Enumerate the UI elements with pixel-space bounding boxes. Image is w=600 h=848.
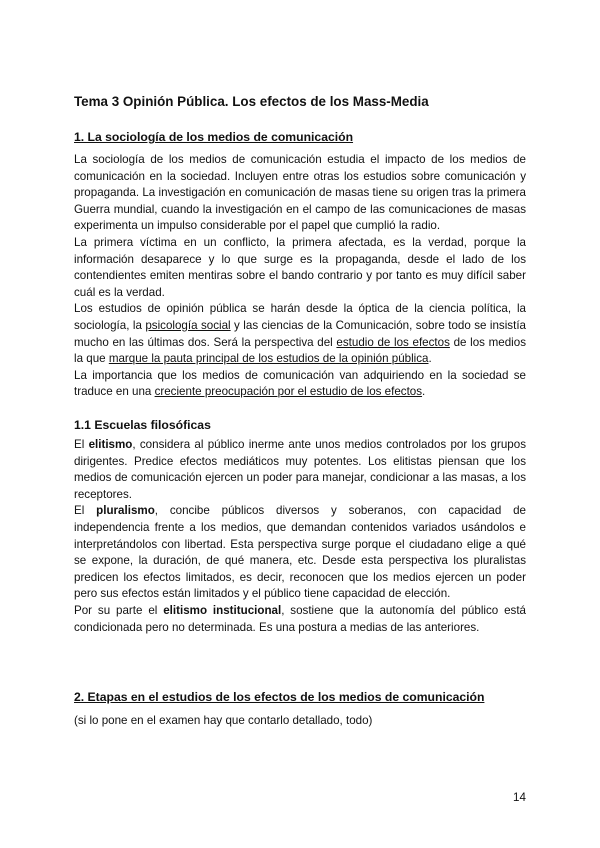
section-1-1-paragraph-3 bbox=[74, 603, 526, 636]
paragraph-text: El bbox=[74, 504, 97, 518]
underlined-phrase-creciente-preocupacion: creciente preocupación por el estudio de los efectos bbox=[154, 385, 423, 399]
section-1-paragraph-1: La sociología de los medios de comunicación estudia el impacto de los medios de comunicación en la sociedad. Incluyen entre otras los estudios sobre comunicación y propaganda. La investigación en comunicación de masas tiene su origen tras la primera Guerra mundial, cuando la investigación en el campo de las comunicaciones de masas experimenta un impulso considerable por el papel que cumplió la radio. bbox=[74, 153, 526, 233]
paragraph-text: y las ciencias de la Comunicación, sobre todo se insistía mucho en las últimas dos. Será la perspectiva del bbox=[74, 318, 526, 349]
paragraph-text: Los estudios de opinión pública se harán desde la óptica de la ciencia política, la sociología, la bbox=[74, 302, 526, 332]
section-1-paragraph-4 bbox=[74, 368, 526, 401]
paragraph-text: . bbox=[422, 385, 426, 399]
bold-term-pluralismo: pluralismo bbox=[96, 504, 155, 518]
section-1-1-paragraph-1 bbox=[74, 437, 526, 503]
section-1-1-body bbox=[74, 437, 526, 636]
section-1-paragraph-3 bbox=[74, 301, 526, 367]
section-1-body bbox=[74, 152, 526, 401]
paragraph-text: El bbox=[74, 438, 89, 451]
paragraph-text: Por su parte el bbox=[74, 603, 164, 617]
section-1-1-paragraph-2 bbox=[74, 503, 526, 603]
paragraph-text: , concibe públicos diversos y soberanos, con capacidad de independencia frente a los medios, que demandan contenidos variados usándolos e interpretándolos con libertad. Esta perspectiva surge porque el ciudadano elige a qué se expone, la duración, de qué manera, etc. Desde esta perspectiva los pluralistas predicen los efectos limitados, es decir, reconocen que los medios ejercen un poder pero sus efectos están limitados y el público tiene capacidad de elección. bbox=[74, 504, 527, 601]
paragraph-text: . bbox=[428, 352, 432, 366]
section-1-heading: 1. La sociología de los medios de comunicación bbox=[74, 130, 354, 144]
underlined-phrase-psicologia-social: psicología social bbox=[145, 318, 231, 332]
underlined-phrase-estudio-efectos: estudio de los efectos bbox=[336, 335, 450, 349]
section-1-paragraph-2: La primera víctima en un conflicto, la primera afectada, es la verdad, porque la información desaparece y lo que surge es la propaganda, desde el lado de los contendientes emiten mentiras sobre el bando contrario y por tanto es muy difícil saber cuál es la verdad. bbox=[74, 235, 526, 299]
bold-term-elitismo: elitismo bbox=[88, 438, 133, 451]
paragraph-text: de los medios la que bbox=[74, 335, 526, 366]
paragraph-text: , considera al público inerme ante unos medios controlados por los grupos dirigentes. Predice efectos mediáticos muy potentes. Los elitistas piensan que los medios de comunicación ejercen un poder para manejar, condicionar a las masas, a los receptores. bbox=[74, 438, 527, 501]
document-title: Tema 3 Opinión Pública. Los efectos de los Mass-Media bbox=[74, 94, 429, 109]
bold-term-elitismo-institucional: elitismo institucional bbox=[163, 603, 282, 617]
page-number: 14 bbox=[513, 791, 526, 804]
paragraph-text: , sostiene que la autonomía del público está condicionada pero no determinada. Es una postura a medias de las anteriores. bbox=[74, 603, 527, 634]
section-1-1-heading: 1.1 Escuelas filosóficas bbox=[74, 418, 211, 432]
section-2-note: (si lo pone en el examen hay que contarlo detallado, todo) bbox=[74, 714, 373, 727]
section-2-heading: 2. Etapas en el estudios de los efectos de los medios de comunicación bbox=[74, 690, 485, 704]
underlined-phrase-pauta-principal: marque la pauta principal de los estudios de la opinión pública bbox=[108, 352, 429, 366]
paragraph-text: La importancia que los medios de comunicación van adquiriendo en la sociedad se traduce en una bbox=[74, 368, 526, 399]
